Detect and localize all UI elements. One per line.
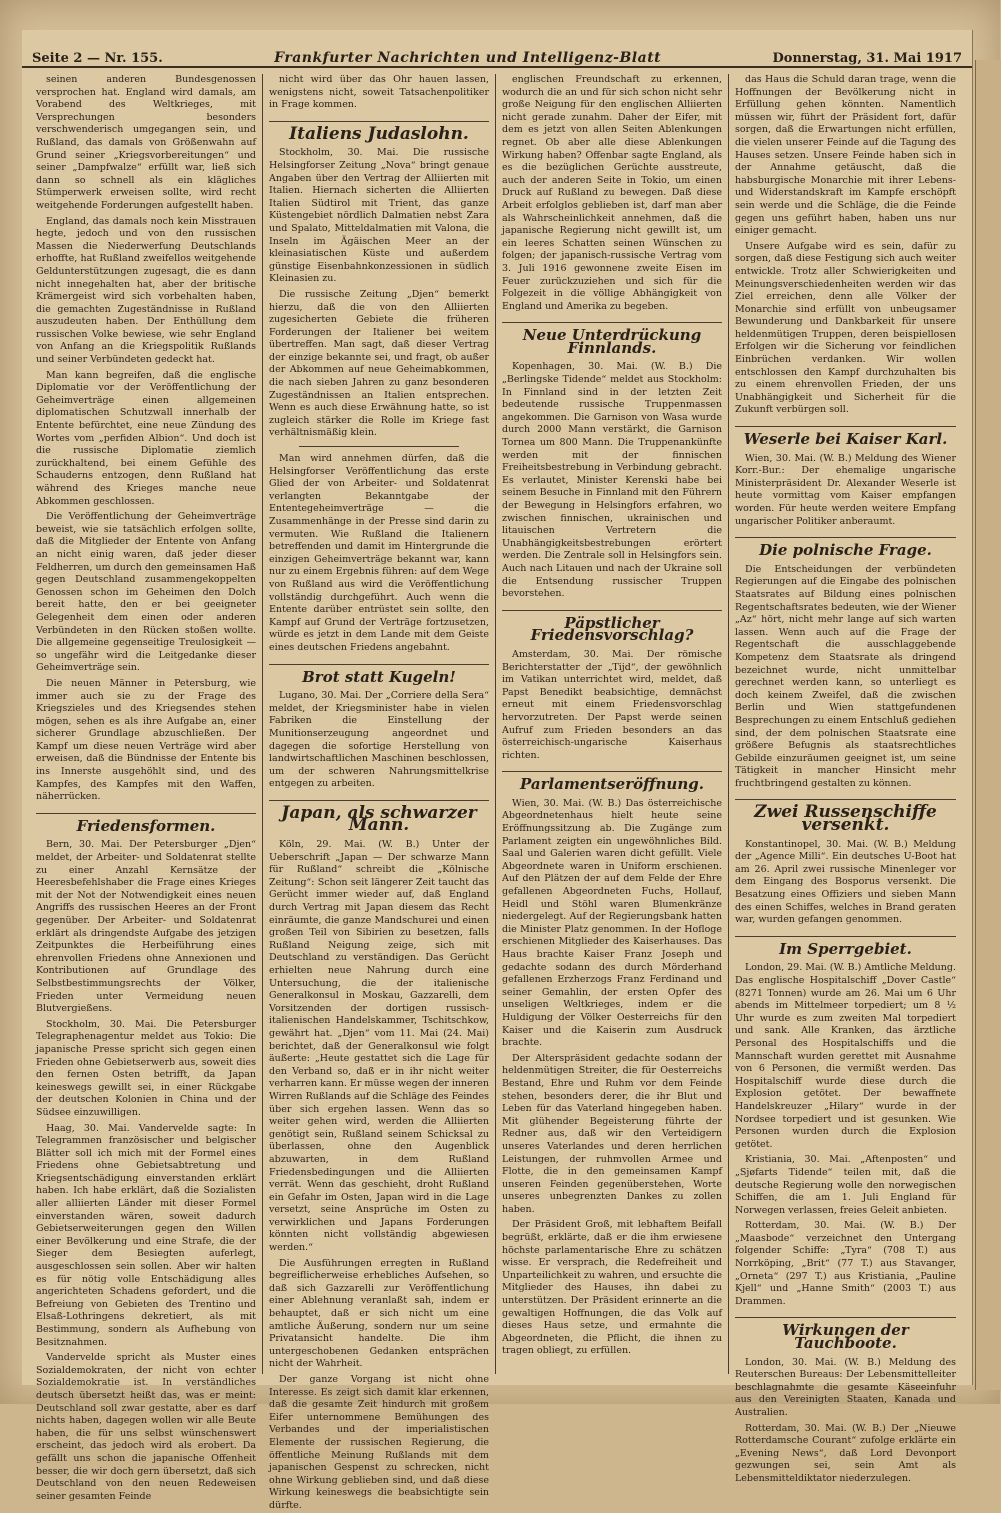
article-heading: Die polnische Frage. bbox=[735, 537, 956, 557]
paragraph: Wien, 30. Mai. (W. B.) Das österreichische Abgeordnetenhaus hielt heute seine Eröffnungssitzung ab. Die Zugänge zum Parlament zeigten ein ungewöhnliches Bild. Saal und Galerien waren dicht gefüllt. Viele Abgeordnete waren in Uniform erschienen. Auf den Plätzen der auf dem Felde der Ehre gefallenen Abgeordneten Fuchs, Hollauf, Heidl und Stöhl waren Blumenkränze niedergelegt. Auf der Regierungsbank hatten die Minister Platz genommen. In der Hofloge erschienen Mitglieder des Kaiserhauses. Das Haus brachte Kaiser Franz Joseph und gedachte sodann des durch Mörderhand gefallenen Erzherzogs Franz Ferdinand und seiner Gemahlin, der ersten Opfer des unseligen Weltkrieges, indem er die Huldigung der Völker Oesterreichs für den Kaiser und die Kaiserin zum Ausdruck brachte. bbox=[502, 797, 722, 1049]
paragraph: Stockholm, 30. Mai. Die Petersburger Telegraphenagentur meldet aus Tokio: Die japanische Presse spricht sich gegen einen Frieden ohne Gebietserwerb aus, soweit dies den fernen Osten betrifft, da Japan keineswegs gewillt sei, in einer Rückgabe der deutschen Kolonien in China und der Südsee einzuwilligen. bbox=[36, 1018, 256, 1118]
article-heading: Brot statt Kugeln! bbox=[269, 664, 489, 684]
paragraph: Unsere Aufgabe wird es sein, dafür zu sorgen, daß diese Festigung sich auch weiter entwickle. Trotz aller Schwierigkeiten und Meinungsverschiedenheiten werden wir das Ziel erreichen, denn alle Völker der Monarchie sind erfüllt von unbeugsamer Bewunderung und Dankbarkeit für unsere heldenmütigen Truppen, deren beispiellosen Erfolgen wir die Sicherung vor feindlichen Einbrüchen verdanken. Wir wollen entschlossen den Kampf durchzuhalten bis zu einem ehrenvollen Frieden, der uns Unabhängigkeit und Sicherheit für die Zukunft verbürgen soll. bbox=[735, 240, 956, 416]
paragraph: England, das damals noch kein Misstrauen hegte, jedoch und von den russischen Massen die Niederwerfung Deutschlands erhoffte, hat Rußland zweifellos weitgehende Geldunterstützungen zugesagt, die es dann nicht innegehalten hat, aber der britische Krämergeist wird sich vorbehalten haben, die gemachten Zugeständnisse in Rußland auszudeuten haben. Der Enthüllung dem russischen Volke bewiese, wie sehr England von Anfang an die Kriegspolitik Rußlands und seiner Verbündeten gedeckt hat. bbox=[36, 215, 256, 366]
paragraph: Rotterdam, 30. Mai. (W. B.) Der „Nieuwe Rotterdamsche Courant“ zufolge erklärte ein „Evening News“, daß Lord Devonport gezwungen sei, sein Amt als Lebensmitteldiktator niederzulegen. bbox=[735, 1422, 956, 1484]
article-heading: Neue Unterdrückung Finnlands. bbox=[502, 322, 722, 354]
article-heading: Zwei Russenschiffe versenkt. bbox=[735, 799, 956, 831]
paragraph: Rotterdam, 30. Mai. (W. B.) Der „Maasbode“ verzeichnet den Untergang folgender Schiffe: „Tyra“ (708 T.) aus Norrköping, „Brit“ (77 T.) aus Stavanger, „Orneta“ (297 T.) aus Kristiania, „Pauline Kjell“ und „Hanne Smith“ (2003 T.) aus Drammen. bbox=[735, 1220, 956, 1307]
column-2 bbox=[263, 74, 496, 1511]
paragraph: Die Ausführungen erregten in Rußland begreiflicherweise erhebliches Aufsehen, so daß sich Gazzarelli zur Veröffentlichung einer Ablehnung veranlaßt sah, indem er behauptet, daß er sich nicht um eine amtliche Äußerung, sondern nur um seine Privatansicht handelte. Die ihm untergeschobenen Gedanken entsprächen nicht der Wahrheit. bbox=[269, 1257, 489, 1370]
paragraph: Der ganze Vorgang ist nicht ohne Interesse. Es zeigt sich damit klar erkennen, daß die gesamte Zeit hindurch mit großem Eifer unternommene Bemühungen des Verbandes und der imperialistischen Elemente der russischen Regierung, die öffentliche Meinung Rußlands mit dem japanischen Gespenst zu schrecken, nicht ohne Wirkung geblieben sind, und daß diese Wirkung keineswegs die beabsichtigte sein dürfte. bbox=[269, 1374, 489, 1511]
article-heading: Wirkungen der Tauchboote. bbox=[735, 1317, 956, 1349]
paragraph: Wien, 30. Mai. (W. B.) Meldung des Wiener Korr.-Bur.: Der ehemalige ungarische Ministerpräsident Dr. Alexander Weserle ist heute vormittag vom Kaiser empfangen worden. Für heute werden weitere Empfang ungarischer Politiker anberaumt. bbox=[735, 452, 956, 527]
paragraph: London, 30. Mai. (W. B.) Meldung des Reuterschen Bureaus: Der Lebensmittelleiter beschlagnahmte die gesamte Käseeinfuhr aus den Vereinigten Staaten, Kanada und Australien. bbox=[735, 1356, 956, 1418]
article-heading: Weserle bei Kaiser Karl. bbox=[735, 426, 956, 446]
paragraph: Die russische Zeitung „Djen“ bemerkt hierzu, daß die von den Alliierten zugesicherten Gebiete die früheren Forderungen der Italiener bei weitem übertreffen. Man sagt, daß dieser Vertrag der einzige bekannte sei, und fragt, ob außer der Abkommen auf neue Geheimabkommen, die nach sieben Jahren zu ganz besonderen Zugeständnissen an Italien entsprechen. Wenn es auch diese Erwähnung hatte, so ist zugleich stärker die Rolle im Kriege fast verhältnismäßig klein. bbox=[269, 288, 489, 439]
paragraph: Vandervelde spricht als Muster eines Sozialdemokraten, der nicht von echter Sozialdemokratie ist. In verständliches deutsch übersetzt heißt das, was er meint: Deutschland soll zwar gestatte, aber es darf nichts haben, dagegen wollen wir alle Beute haben, die für uns selbst wünschenswert erscheint, das jedoch wird als erobert. Da gefällt uns schon die japanische Offenheit besser, die wir doch gern übersetzt, daß sich Deutschland von den neuen Redeweisen seiner gesamten Feinde bbox=[36, 1352, 256, 1502]
article-heading: Friedensformen. bbox=[36, 813, 256, 833]
paragraph: nicht wird über das Ohr hauen lassen, wenigstens nicht, soweit Tatsachenpolitiker in Frage kommen. bbox=[269, 74, 489, 111]
paragraph: London, 29. Mai. (W. B.) Amtliche Meldung. Das englische Hospitalschiff „Dover Castle“ (8271 Tonnen) wurde am 26. Mai um 6 Uhr abends im Mittelmeer torpediert; um 8 ½ Uhr wurde es zum zweiten Mal torpediert und sank. Alle Kranken, das ärztliche Personal des Hospitalschiffs und die Mannschaft wurden gerettet mit Ausnahme von 6 Personen, die vermißt werden. Das Hospitalschiff wurde diese durch die Explosion getötet. Der bewaffnete Handelskreuzer „Hilary“ wurde in der Nordsee torpediert und ist gesunken. Wie Personen wurden durch die Explosion getötet. bbox=[735, 962, 956, 1150]
paragraph: Köln, 29. Mai. (W. B.) Unter der Ueberschrift „Japan — Der schwarze Mann für Rußland“ schreibt die „Kölnische Zeitung“: Schon seit längerer Zeit taucht das Gerücht immer wieder auf, daß England durch Vertrag mit Japan diesem das Recht einräumte, die ganze Mandschurei und einen großen Teil von Sibirien zu besetzen, falls Rußland Neigung zeige, sich mit Deutschland zu verständigen. Das Gerücht erhielten neue Nahrung durch eine Untersuchung, die der italienische Generalkonsul in Moskau, Gazzarelli, dem Vorsitzenden der dortigen russisch-italienischen Handelskammer, Tschitschkow, gewährt hat. „Djen“ vom 11. Mai (24. Mai) berichtet, daß der Generalkonsul wie folgt äußerte: „Heute gestattet sich die Lage für den Verband so, daß er in ihr nicht weiter verharren kann. Er müsse wegen der inneren Wirren Rußlands auf die Schläge des Feindes über sich ergehen lassen. Wenn das so weiter gehen wird, werden die Alliierten genötigt sein, Rußland seinem Schicksal zu überlassen, ohne den Augenblick abzuwarten, in dem Rußland Friedensbedingungen und die Alliierten verrät. Wenn das geschieht, droht Rußland ein Gefahr im Osten, Japan wird in die Lage versetzt, seine Ansprüche im Osten zu verwirklichen und Japans Forderungen könnten nicht vollständig abgewiesen werden.“ bbox=[269, 839, 489, 1254]
paragraph: englischen Freundschaft zu erkennen, wodurch die an und für sich schon nicht sehr große Neigung für den englischen Alliierten nicht gerade zunahm. Daher der Eifer, mit dem es jetzt von allen Seiten Ablenkungen regnet. Ob aber alle diese Ablenkungen Wirkung haben? Offenbar sagte England, als es die bezüglichen Gerüchte ausstreute, auch der anderen Seite in Tokio, um einen Druck auf Rußland zu bewegen. Daß diese Arbeit erfolglos geblieben ist, darf man aber als Wahrscheinlichkeit annehmen, daß die japanische Regierung nicht gewillt ist, um ein leeres Schatten seinen Wünschen zu folgen; der japanisch-russische Vertrag vom 3. Juli 1916 gewonnene zweite Eisen im Feuer zurückzuziehen und sich für die Folgezeit in die völlige Abhängigkeit von England und Amerika zu begeben. bbox=[502, 74, 722, 312]
newspaper-page bbox=[22, 30, 973, 1511]
paragraph: Die neuen Männer in Petersburg, wie immer auch sie zu der Frage des Kriegszieles und des Kriegsendes stehen mögen, sehen es als ihre Aufgabe an, einer sicherer Grundlage abzuschließen. Der Kampf um diese neuen Verträge wird aber erweisen, daß die Bündnisse der Entente bis ins Innerste ausgehöhlt sind, und des Kampfes, des Kampfes mit den Waffen, näherrücken. bbox=[36, 677, 256, 803]
page-header bbox=[22, 42, 972, 68]
paragraph: Bern, 30. Mai. Der Petersburger „Djen“ meldet, der Arbeiter- und Soldatenrat stellte zu einer Anzahl Kernsätze der Heeresbefehlshaber die Frage eines Krieges mit der Not der Notwendigkeit eines neuen Angriffs des russischen Heeres an der Front gegenüber. Der Arbeiter- und Soldatenrat erklärt als dringendste Aufgabe des jetzigen Zeitpunktes die Herbeiführung eines ehrenvollen Friedens ohne Annexionen und Kontributionen auf Grundlage des Selbstbestimmungsrechts der Völker, Frieden unter Vermeidung neuen Blutvergießens. bbox=[36, 839, 256, 1015]
paragraph: Konstantinopel, 30. Mai. (W. B.) Meldung der „Agence Milli“. Ein deutsches U-Boot hat am 26. April zwei russische Minenleger vor dem Eingang des Bosporus versenkt. Die Besatzung eines Offiziers und sieben Mann des einen Schiffes, welches in Brand geraten war, wurden gefangen genommen. bbox=[735, 838, 956, 926]
paragraph: seinen anderen Bundesgenossen versprochen hat. England wird damals, am Vorabend des Weltkrieges, mit Versprechungen besonders verschwenderisch umgegangen sein, und Rußland, das damals von Größenwahn auf Grund seiner „Kriegsvorbereitungen“ und seiner „Dampfwalze“ erfüllt war, ließ sich dann so schnell als ein klägliches Stümperwerk erweisen sollte, wird recht weitgehende Forderungen aufgestellt haben. bbox=[36, 74, 256, 211]
columns bbox=[30, 74, 964, 1511]
paragraph: Man kann begreifen, daß die englische Diplomatie vor der Veröffentlichung der Geheimverträge einen allgemeinen diplomatischen Schutzwall innerhalb der Entente befürchtet, eine neue Zündung des Wortes vom „perfiden Albion“. Und doch ist die russische Diplomatie ziemlich zurückhaltend, bei einem Gefühle des Schauderns entzogen, denn Rußland hat während des Krieges manche neue Abkommen geschlossen. bbox=[36, 369, 256, 507]
article-heading: Im Sperrgebiet. bbox=[735, 936, 956, 956]
article-heading: Italiens Judaslohn. bbox=[269, 121, 489, 141]
paragraph: das Haus die Schuld daran trage, wenn die Hoffnungen der Bevölkerung nicht in Erfüllung gehen könnten. Namentlich müssen wir, führt der Präsident fort, dafür sorgen, daß die Erwartungen nicht erfüllen, die vielen unserer Feinde auf die Tagung des Hauses setzen. Unsere Feinde haben sich in der Annahme getäuscht, daß die habsburgische Monarchie mit ihrer Lebens- und Widerstandskraft im Kampfe erschöpft sein werde und die Schläge, die die Feinde gegen uns geführt haben, haben uns nur einiger gemacht. bbox=[735, 74, 956, 237]
paragraph: Der Präsident Groß, mit lebhaftem Beifall begrüßt, erklärte, daß er die ihm erwiesene höchste parlamentarische Ehre zu schätzen wisse. Er versprach, die Redefreiheit und Unparteilichkeit zu wahren, und ersuchte die Mitglieder des Hauses, ihn dabei zu unterstützen. Der Präsident erinnerte an die gewaltigen Hoffnungen, die das Volk auf dieses Haus setze, und ermahnte die Abgeordneten, die Pflicht, die ihnen zu tragen obliegt, zu erfüllen. bbox=[502, 1219, 722, 1357]
column-1 bbox=[30, 74, 263, 1502]
divider bbox=[299, 446, 459, 447]
paragraph: Amsterdam, 30. Mai. Der römische Berichterstatter der „Tijd“, der gewöhnlich im Vatikan unterrichtet wird, meldet, daß Papst Benedikt beabsichtige, demnächst erneut mit einem Friedensvorschlag hervorzutreten. Der Papst werde seinen Aufruf zum Frieden besonders an das österreichisch-ungarische Kaiserhaus richten. bbox=[502, 648, 722, 761]
column-3 bbox=[496, 74, 729, 1374]
paragraph: Lugano, 30. Mai. Der „Corriere della Sera“ meldet, der Kriegsminister habe in vielen Fabriken die Einstellung der Munitionserzeugung angeordnet und dagegen die sofortige Herstellung von landwirtschaftlichen Maschinen beschlossen, um der schweren Nahrungsmittelkrise entgegen zu arbeiten. bbox=[269, 690, 489, 790]
adjacent-page-edge bbox=[975, 60, 1001, 1390]
paragraph: Die Entscheidungen der verbündeten Regierungen auf die Eingabe des polnischen Staatsrates auf Bildung eines polnischen Regentschaftsrates bedeuten, wie der Wiener „Az“ hört, nicht mehr lange auf sich warten lassen. Wenn auch auf die Frage der Regentschaft die ausschlaggebende Kompetenz dem Staatsrate als dringend bezeichnet wurde, nicht unmittelbar gerechnet werden kann, so unterliegt es doch keinem Zweifel, daß die zwischen Berlin und Wien stattgefundenen Besprechungen zu einem Entschluß gediehen sind, der dem polnischen Staatsrate eine größere Befugnis als staatsrechtliches Gebilde einzuräumen geeignet ist, um seine Tätigkeit in mancher Hinsicht mehr fruchtbringend gestalten zu können. bbox=[735, 563, 956, 789]
page-number: Seite 2 — Nr. 155. bbox=[32, 51, 163, 66]
article-heading: Japan, als schwarzer Mann. bbox=[269, 800, 489, 832]
paragraph: Kopenhagen, 30. Mai. (W. B.) Die „Berlingske Tidende“ meldet aus Stockholm: In Finnland sind in der letzten Zeit bedeutende russische Truppenmassen angekommen. Die Garnison von Wasa wurde durch 2000 Mann verstärkt, die Garnison Tornea um 800 Mann. Die Truppenankünfte werden mit der finnischen Freiheitsbestrebung in Verbindung gebracht. Es verlautet, Minister Kerenski habe bei seinem Besuche in Finnland mit den Führern der Bewegung in Helsingfors erfahren, wo zwischen finnischen, ukrainischen und litauischen Vertretern die Unabhängigkeitsbestrebungen erörtert werden. Die Zentrale soll in Helsingfors sein. Auch nach Litauen und nach der Ukraine soll die Entsendung russischer Truppen bevorstehen. bbox=[502, 361, 722, 600]
paragraph: Haag, 30. Mai. Vandervelde sagte: In Telegrammen französischer und belgischer Blätter soll ich mich mit der Formel eines Friedens ohne Gebietsabtretung und Kriegsentschädigung einverstanden erklärt haben. Ich habe erklärt, daß die Sozialisten aller alliierten Länder mit dieser Formel einverstanden wären, soweit dadurch Gebietserweiterungen gegen den Willen einer Bevölkerung und eine Strafe, die der Sieger dem Besiegten auferlegt, ausgeschlossen sein sollen. Aber wir halten es für nötig volle Entschädigung alles angerichteten Schadens gefordert, und die Befreiung von Gebieten des Trentino und Elsaß-Lothringens dekretiert, als mit Bestimmung, sondern als Aufhebung von Besitznahmen. bbox=[36, 1122, 256, 1348]
paragraph: Stockholm, 30. Mai. Die russische Helsingforser Zeitung „Nova“ bringt genaue Angaben über den Vertrag der Alliierten mit Italien. Hiernach sicherten die Alliierten Italien Südtirol mit Trient, das ganze Küstengebiet nördlich Dalmatien nebst Zara und Spalato, Mitteldalmatien mit Valona, die Inseln im Ägäischen Meer an der kleinasiatischen Küste und außerdem günstige Eisenbahnkonzessionen in südlich Kleinasien zu. bbox=[269, 147, 489, 285]
article-heading: Päpstlicher Friedensvorschlag? bbox=[502, 610, 722, 642]
issue-date: Donnerstag, 31. Mai 1917 bbox=[772, 51, 962, 66]
column-4 bbox=[729, 74, 962, 1484]
paragraph: Die Veröffentlichung der Geheimverträge beweist, wie sie tatsächlich erfolgen sollte, daß die Mitglieder der Entente von Anfang an nicht einig waren, daß jeder dieser Feldherren, um durch den gemeinsamen Haß gegen Deutschland zusammengekoppelten Genossen schon im Geheimen den Dolch bereit hatte, den er bei geeigneter Gelegenheit dem einen oder anderen Verbündeten in den Rücken stoßen wollte. Die allgemeine gegenseitige Treulosigkeit — so ungefähr wird die Leitgedanke dieser Geheimverträge sein. bbox=[36, 511, 256, 674]
paragraph: Der Alterspräsident gedachte sodann der heldenmütigen Streiter, die für Oesterreichs Bestand, Ehre und Ruhm vor dem Feinde stehen, besonders derer, die ihr Blut und Leben für das Vaterland hingegeben haben. Mit glühender Begeisterung führte der Redner aus, daß wir den Verteidigern unseres Vaterlandes und deren herrlichen Leistungen, der ruhmvollen Armee und Flotte, die in den gemeinsamen Kampf unseren Feinden gegenüberstehen, Worte unseres unbegrenzten Dankes zu zollen haben. bbox=[502, 1052, 722, 1215]
paragraph: Man wird annehmen dürfen, daß die Helsingforser Veröffentlichung das erste Glied der von Arbeiter- und Soldatenrat verlangten Bekanntgabe der Ententegeheimverträge — die Zusammenhänge in der Presse sind darin zu vermuten. Wie Rußland die Italienern betreffenden und damit im Hintergrunde die einzigen Geheimverträge bekannt war, kann nur zu einem Ergebnis führen: auf dem Wege von Rußland aus wird die Veröffentlichung vollständig durchgeführt. Auch wenn die Entente darüber entrüstet sein sollte, den Kampf auf Grund der Verträge fortzusetzen, würde es jetzt in dem Lande mit dem Geiste eines deutschen Friedens angebahnt. bbox=[269, 453, 489, 653]
paragraph: Kristiania, 30. Mai. „Aftenposten“ und „Sjøfarts Tidende“ teilen mit, daß die deutsche Regierung wolle den norwegischen Schiffen, die am 1. Juli England für Norwegen verlassen, freies Geleit anbieten. bbox=[735, 1154, 956, 1216]
masthead: Frankfurter Nachrichten und Intelligenz-Blatt bbox=[274, 50, 662, 66]
article-heading: Parlamentseröffnung. bbox=[502, 771, 722, 791]
